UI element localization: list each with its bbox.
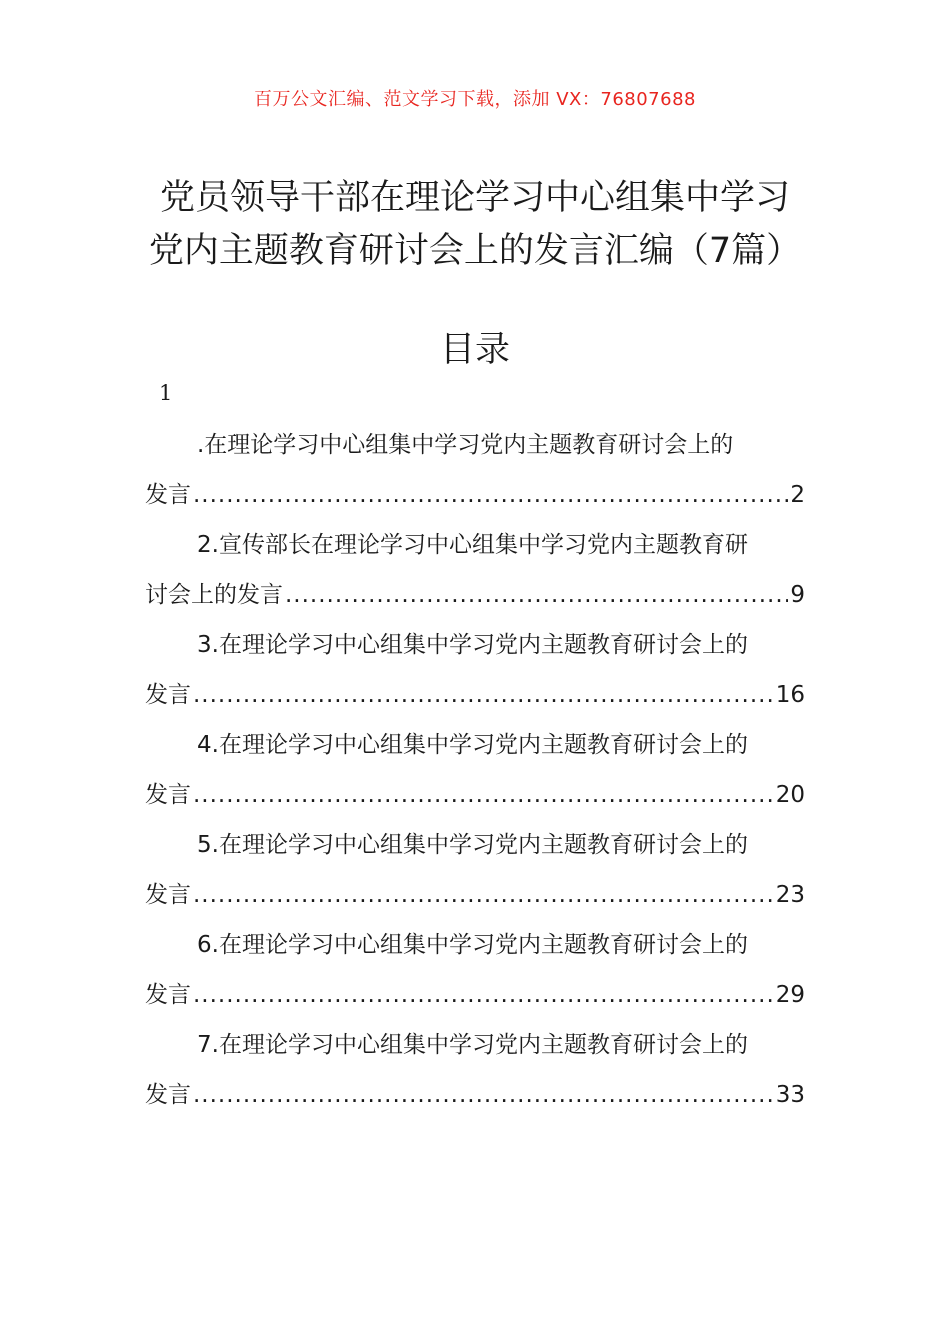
document-title-line-1: 党员领导干部在理论学习中心组集中学习: [159, 178, 790, 218]
toc-entry-title: .在理论学习中心组集中学习党内主题教育研讨会上的: [197, 432, 734, 458]
toc-entry-1[interactable]: [145, 420, 805, 520]
toc-page-number: 20: [775, 782, 805, 808]
table-of-contents: [145, 420, 805, 1120]
toc-leader-dots: [193, 1070, 774, 1120]
toc-leader-dots: [193, 870, 774, 920]
toc-entry-title-cont: 发言: [145, 882, 191, 908]
header-watermark-text: 百万公文汇编、范文学习下载，添加 VX：76807688: [254, 89, 696, 110]
toc-page-number: 33: [775, 1082, 805, 1108]
toc-page-number: 9: [790, 582, 805, 608]
toc-page-number: 23: [775, 882, 805, 908]
toc-entry-title: 5.在理论学习中心组集中学习党内主题教育研讨会上的: [197, 832, 748, 858]
toc-page-number: 2: [790, 482, 805, 508]
toc-leader-dots: [193, 770, 774, 820]
toc-leader-dots: [193, 670, 774, 720]
toc-entry-title: 6.在理论学习中心组集中学习党内主题教育研讨会上的: [197, 932, 748, 958]
toc-entry-title-cont: 发言: [145, 1082, 191, 1108]
toc-entry-title: 4.在理论学习中心组集中学习党内主题教育研讨会上的: [197, 732, 748, 758]
toc-entry-title-cont: 发言: [145, 982, 191, 1008]
toc-entry-title-cont: 发言: [145, 482, 191, 508]
toc-page-number: 29: [775, 982, 805, 1008]
toc-entry-4[interactable]: [145, 720, 805, 820]
toc-entry-5[interactable]: [145, 820, 805, 920]
toc-entry-7[interactable]: [145, 1020, 805, 1120]
document-title-line-2: 党内主题教育研讨会上的发言汇编（7篇）: [148, 231, 802, 271]
toc-entry-title: 3.在理论学习中心组集中学习党内主题教育研讨会上的: [197, 632, 748, 658]
toc-entry-title-cont: 发言: [145, 682, 191, 708]
toc-leader-dots: [285, 570, 788, 620]
toc-leader-dots: [193, 470, 788, 520]
toc-first-number: 1: [159, 381, 173, 405]
toc-entry-title: 2.宣传部长在理论学习中心组集中学习党内主题教育研: [197, 532, 748, 558]
toc-entry-title: 7.在理论学习中心组集中学习党内主题教育研讨会上的: [197, 1032, 748, 1058]
document-title: [0, 172, 950, 278]
toc-entry-title-cont: 发言: [145, 782, 191, 808]
toc-leader-dots: [193, 970, 774, 1020]
toc-page-number: 16: [775, 682, 805, 708]
toc-entry-6[interactable]: [145, 920, 805, 1020]
toc-heading: 目录: [439, 330, 510, 370]
toc-entry-title-cont: 讨会上的发言: [145, 582, 283, 608]
toc-entry-3[interactable]: [145, 620, 805, 720]
toc-entry-2[interactable]: [145, 520, 805, 620]
